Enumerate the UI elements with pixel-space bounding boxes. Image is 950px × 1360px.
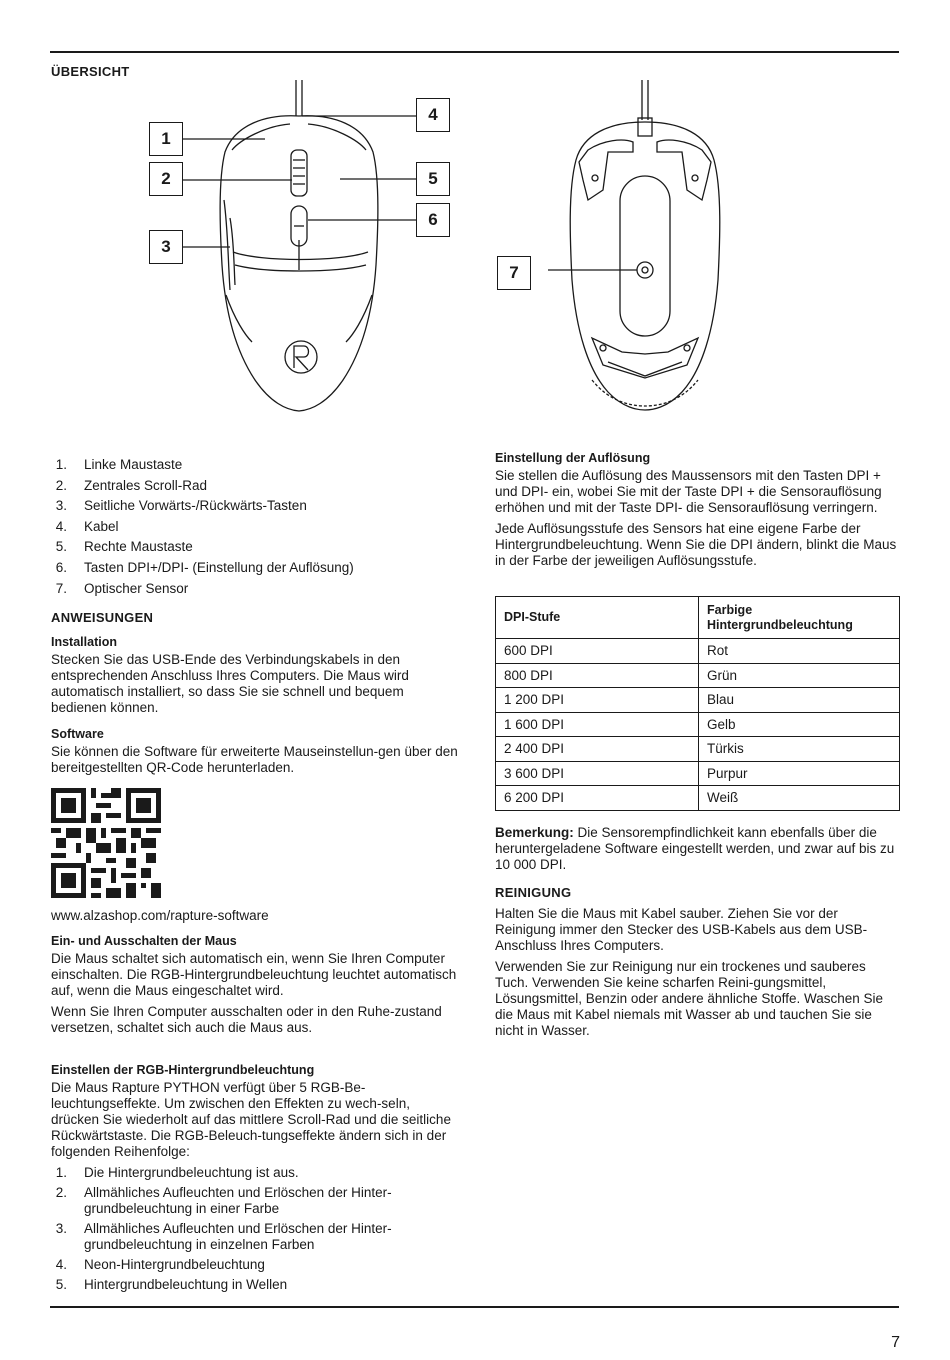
rgb-text: Die Maus Rapture PYTHON verfügt über 5 RGB-Be-leuchtungseffekte. Um zwischen den Effekten zu wech-seln, drücken Sie wiederholt auf das mittlere Scroll-Rad und die seitliche Rückwärtstaste. Die RGB-Beleuch-tungseffekte ändern sich in der folgenden Reihenfolge: [51, 1080, 451, 1159]
cleaning-title: REINIGUNG [495, 885, 572, 900]
power-text-2: Wenn Sie Ihren Computer ausschalten oder in den Ruhe-zustand versetzen, schaltet sich auch die Maus aus. [51, 1004, 442, 1035]
callout-7: 7 [497, 256, 531, 290]
callout-2: 2 [149, 162, 183, 196]
top-rule [50, 51, 899, 53]
callout-5: 5 [416, 162, 450, 196]
parts-list [51, 457, 459, 597]
power-title: Ein- und Ausschalten der Maus [51, 934, 237, 948]
page-number: 7 [891, 1334, 900, 1351]
list-item: 4. Kabel [55, 518, 119, 534]
software-text: Sie können die Software für erweiterte Mauseinstellun-gen über den bereitgestellten QR-Code herunterladen. [51, 744, 458, 775]
parts-list-section [51, 457, 459, 601]
list-item: 1. Linke Maustaste [55, 457, 183, 472]
installation-text: Stecken Sie das USB-Ende des Verbindungskabels in den entsprechenden Anschluss Ihres Computers. Die Maus wird automatisch installiert, so dass Sie sie schnell und bequem bedienen können. [51, 652, 409, 715]
note-text: Die Sensorempfindlichkeit kann ebenfalls über die heruntergeladene Software eingestellt werden, und zwar auf bis zu 10 000 DPI. [495, 825, 895, 872]
table-row: 1 200 DPI Blau [496, 688, 900, 713]
list-item: 2. Zentrales Scroll-Rad [55, 477, 208, 493]
callout-1: 1 [149, 122, 183, 156]
rgb-section [51, 1063, 459, 1297]
installation-title: Installation [51, 635, 117, 649]
cleaning-text-1: Halten Sie die Maus mit Kabel sauber. Ziehen Sie vor der Reinigung immer den Stecker des USB-Kabels aus dem USB-Anschluss Ihres Computers. [495, 906, 868, 953]
cleaning-text-2: Verwenden Sie zur Reinigung nur ein trockenes und sauberes Tuch. Verwenden Sie keine scharfen Reini-gungsmittel, Lösungsmittel, Benzin oder andere ähnliche Stoffe. Waschen Sie die Maus mit Kabel niemals mit Wasser ab und tauchen Sie sie nicht in Wasser. [495, 959, 883, 1038]
callout-4: 4 [416, 98, 450, 132]
table-row: 6 200 DPI Weiß [496, 786, 900, 811]
dpi-table-container [495, 596, 900, 811]
table-row: 1 600 DPI Gelb [496, 712, 900, 737]
table-header-row [496, 597, 900, 639]
resolution-section [495, 451, 900, 569]
resolution-title: Einstellung der Auflösung [495, 451, 651, 465]
installation-section [51, 635, 459, 716]
qr-code[interactable] [51, 788, 161, 898]
callout-3: 3 [149, 230, 183, 264]
column-header-color: Farbige Hintergrundbeleuchtung [699, 597, 900, 639]
table-row: 800 DPI Grün [496, 663, 900, 688]
table-row: 2 400 DPI Türkis [496, 737, 900, 762]
list-item: 3. Allmähliches Aufleuchten und Erlöschen der Hinter-grundbeleuchtung in einzelnen Farben [55, 1221, 392, 1252]
bottom-rule [50, 1306, 899, 1308]
list-item: 2. Allmähliches Aufleuchten und Erlöschen der Hinter-grundbeleuchtung in einer Farbe [55, 1185, 392, 1216]
list-item: 3. Seitliche Vorwärts-/Rückwärts-Tasten [55, 498, 307, 514]
resolution-text-1: Sie stellen die Auflösung des Maussensors mit den Tasten DPI + und DPI- ein, wobei Sie mit der Taste DPI + die Sensorauflösung erhöhen und mit der Taste DPI- die Sensorauflösung verringern. [495, 468, 882, 515]
cleaning-section [495, 906, 900, 1039]
software-title: Software [51, 727, 104, 741]
software-section [51, 727, 459, 776]
power-text-1: Die Maus schaltet sich automatisch ein, wenn Sie Ihren Computer einschalten. Die RGB-Hintergrundbeleuchtung leuchtet automatisch auf, wenn die Maus eingeschaltet wird. [51, 951, 457, 998]
rgb-effects-list [51, 1165, 459, 1293]
resolution-note [495, 825, 900, 873]
overview-title: ÜBERSICHT [51, 64, 130, 79]
table-row: 600 DPI Rot [496, 639, 900, 664]
list-item: 5. Hintergrundbeleuchtung in Wellen [55, 1277, 288, 1292]
rgb-title: Einstellen der RGB-Hintergrundbeleuchtung [51, 1063, 315, 1077]
mouse-top-view-drawing [140, 80, 600, 420]
software-url[interactable]: www.alzashop.com/rapture-software [51, 908, 269, 923]
mouse-bottom-view-drawing [548, 80, 748, 420]
column-header-dpi: DPI-Stufe [496, 597, 699, 639]
power-section [51, 934, 459, 1036]
resolution-text-2: Jede Auflösungsstufe des Sensors hat eine eigene Farbe der Hintergrundbeleuchtung. Wenn Sie die DPI ändern, blinkt die Maus in der Farbe der jeweiligen Auflösungsstufe. [495, 521, 897, 568]
qr-code-icon [51, 788, 161, 898]
instructions-title: ANWEISUNGEN [51, 610, 154, 625]
list-item: 6. Tasten DPI+/DPI- (Einstellung der Auflösung) [55, 559, 354, 575]
list-item: 5. Rechte Maustaste [55, 539, 193, 555]
list-item: 7. Optischer Sensor [55, 580, 189, 596]
list-item: 4. Neon-Hintergrundbeleuchtung [55, 1257, 265, 1272]
callout-6: 6 [416, 203, 450, 237]
list-item: 1. Die Hintergrundbeleuchtung ist aus. [55, 1165, 299, 1180]
note-label: Bemerkung: [495, 825, 574, 840]
dpi-table [495, 596, 900, 811]
table-row: 3 600 DPI Purpur [496, 761, 900, 786]
